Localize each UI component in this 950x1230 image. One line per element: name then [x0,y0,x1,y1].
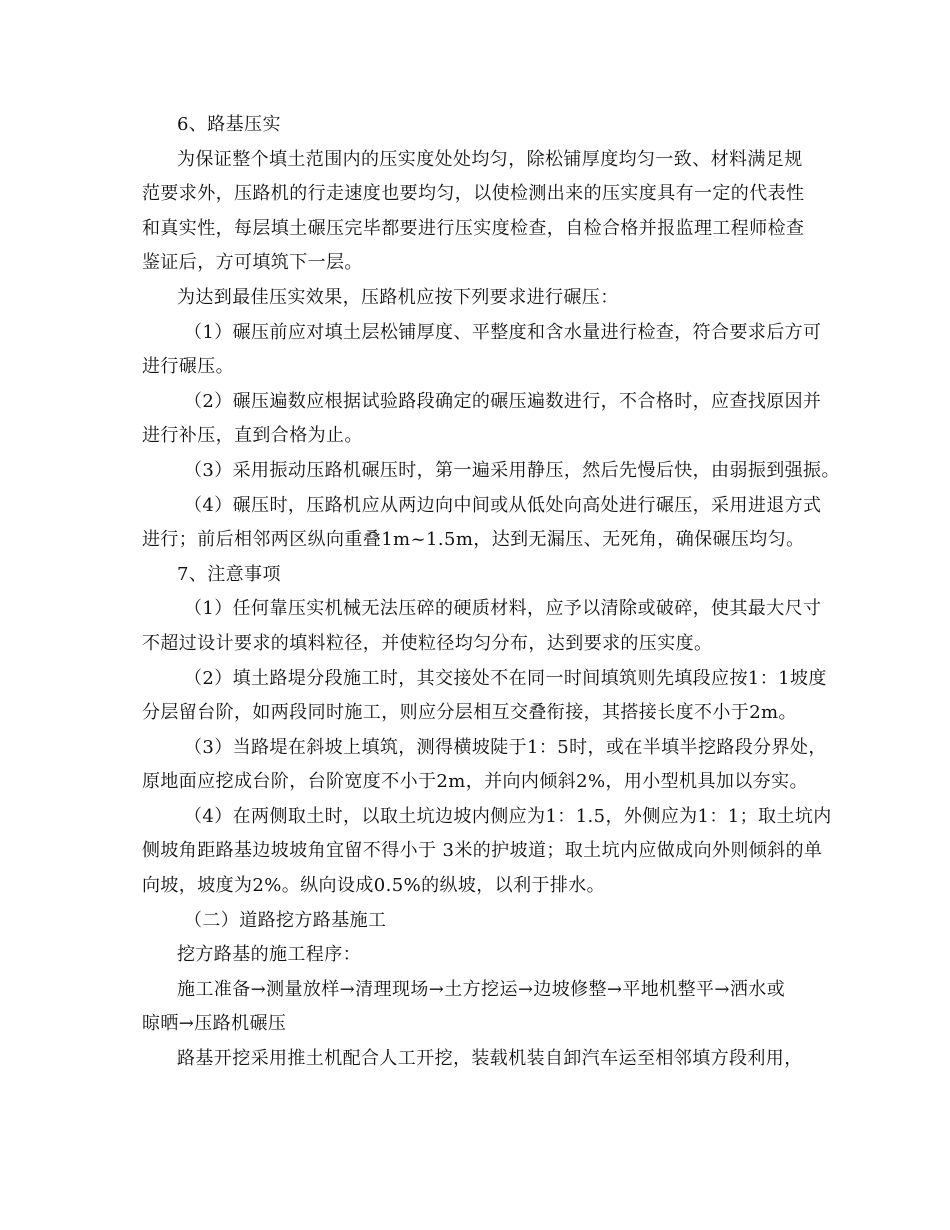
text-line: 侧坡角距路基边坡坡角宜留不得小于 3米的护坡道；取土坑内应做成向外则倾斜的单 [142,840,823,862]
text-line: 进行碾压。 [142,356,234,378]
text-line: 挖方路基的施工程序： [177,944,361,966]
document-body [142,108,840,1077]
text-line: 6、路基压实 [177,114,281,135]
text-line: 分层留台阶，如两段同时施工，则应分层相互交叠衔接，其搭接长度不小于2m。 [142,702,797,724]
text-line: （1）任何靠压实机械无法压碎的硬质材料，应予以清除或破碎，使其最大尺寸 [184,598,822,620]
text-line: （3）采用振动压路机碾压时，第一遍采用静压，然后先慢后快，由弱振到强振。 [184,459,840,481]
text-line: 鉴证后，方可填筑下一层。 [142,252,363,274]
text-line: （1）碾压前应对填土层松铺厚度、平整度和含水量进行检查，符合要求后方可 [184,321,822,343]
text-line: 进行；前后相邻两区纵向重叠1m~1.5m，达到无漏压、无死角，确保碾压均匀。 [142,529,805,551]
text-line: （3）当路堤在斜坡上填筑，测得横坡陡于1：5时，或在半填半挖路段分界处， [184,736,827,758]
text-line: （二）道路挖方路基施工 [184,909,387,931]
text-line: 进行补压，直到合格为止。 [142,425,363,447]
text-line: 7、注意事项 [177,563,281,585]
text-line: 和真实性，每层填土碾压完毕都要进行压实度检查，自检合格并报监理工程师检查 [142,217,805,239]
text-line: 向坡，坡度为2%。纵向设成0.5%的纵坡，以利于排水。 [142,875,606,897]
text-line: 为达到最佳压实效果，压路机应按下列要求进行碾压： [177,286,619,308]
text-line: （4）碾压时，压路机应从两边向中间或从低处向高处进行碾压，采用进退方式 [184,494,822,516]
text-line: （2）填土路堤分段施工时，其交接处不在同一时间填筑则先填段应按1：1坡度 [184,667,827,689]
text-line: 为保证整个填土范围内的压实度处处均匀，除松铺厚度均匀一致、材料满足规 [177,148,803,170]
text-line: （4）在两侧取土时，以取土坑边坡内侧应为1：1.5，外侧应为1：1；取土坑内 [184,805,832,827]
text-line: 范要求外，压路机的行走速度也要均匀，以使检测出来的压实度具有一定的代表性 [142,183,805,205]
text-line: 路基开挖采用推土机配合人工开挖，装载机装自卸汽车运至相邻填方段利用， [177,1048,803,1070]
text-line: 不超过设计要求的填料粒径，并使粒径均匀分布，达到要求的压实度。 [142,632,713,654]
text-line: （2）碾压遍数应根据试验路段确定的碾压遍数进行，不合格时，应查找原因并 [184,390,822,412]
text-line: 晾晒→压路机碾压 [142,1013,287,1035]
text-line: 施工准备→测量放样→清理现场→土方挖运→边坡修整→平地机整平→洒水或 [177,978,786,1000]
text-line: 原地面应挖成台阶，台阶宽度不小于2m，并向内倾斜2%，用小型机具加以夯实。 [142,771,808,793]
